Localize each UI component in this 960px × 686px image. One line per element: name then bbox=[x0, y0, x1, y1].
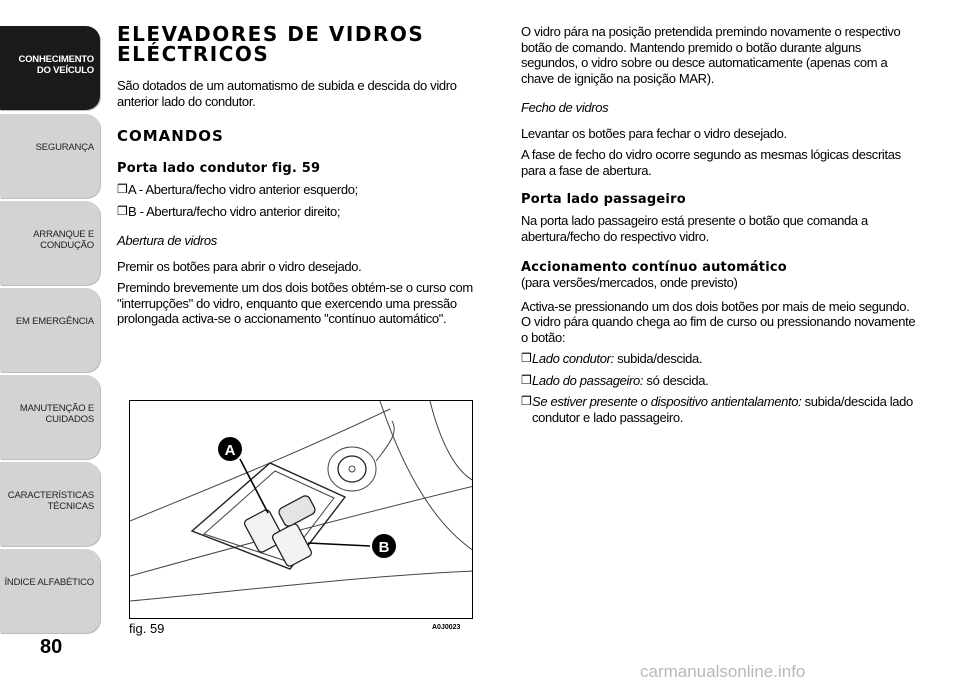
bullet-3-text: subida/descida lado condutor e lado passageiro. bbox=[532, 394, 913, 425]
bullet-box-icon: ❒ bbox=[521, 351, 532, 365]
commands-heading: COMANDOS bbox=[117, 127, 224, 145]
bullet-a-text: A - Abertura/fecho vidro anterior esquerdo; bbox=[128, 182, 358, 197]
figure-window-switches bbox=[129, 400, 473, 619]
stop-paragraph: O vidro pára na posição pretendida premindo novamente o respectivo botão de comando. Mantendo premido o botão durante alguns segundos, o vidro sobre ou desce automaticamente (apenas com a chave de ignição na posição MAR). bbox=[521, 24, 901, 86]
auto-subheading: (para versões/mercados, onde previsto) bbox=[521, 275, 738, 290]
callout-a-label: A bbox=[224, 442, 236, 459]
right-column bbox=[521, 24, 921, 425]
figure-code: A0J0023 bbox=[432, 624, 461, 631]
callout-b-label: B bbox=[378, 539, 390, 556]
passenger-heading: Porta lado passageiro bbox=[521, 192, 686, 207]
tab-arranque-e-conducao[interactable]: ARRANQUE E CONDUÇÃO bbox=[0, 201, 100, 285]
list-item bbox=[521, 351, 921, 367]
bullet-box-icon: ❒ bbox=[521, 372, 532, 387]
bullet-1-text: subida/descida. bbox=[613, 351, 703, 366]
bullet-box-icon: ❒ bbox=[117, 203, 128, 218]
auto-heading: Accionamento contínuo automático bbox=[521, 260, 787, 275]
list-item bbox=[521, 394, 921, 425]
intro-paragraph: São dotados de um automatismo de subida e descida do vidro anterior lado do condutor. bbox=[117, 78, 457, 109]
list-item bbox=[521, 373, 921, 389]
bullet-3-label: Se estiver presente o dispositivo antientalamento: bbox=[532, 394, 802, 409]
tab-em-emergencia[interactable]: EM EMERGÊNCIA bbox=[0, 288, 100, 372]
tab-manutencao-e-cuidados[interactable]: MANUTENÇÃO E CUIDADOS bbox=[0, 375, 100, 459]
bullet-2-label: Lado do passageiro: bbox=[532, 372, 644, 388]
bullet-box-icon: ❒ bbox=[117, 182, 128, 196]
tab-conhecimento-do-veiculo[interactable]: CONHECIMENTO DO VEÍCULO bbox=[0, 26, 100, 110]
closing-text-2: A fase de fecho do vidro ocorre segundo as mesmas lógicas descritas para a fase de abertura. bbox=[521, 147, 901, 178]
opening-heading: Abertura de vidros bbox=[117, 233, 217, 248]
passenger-text: Na porta lado passageiro está presente o botão que comanda a abertura/fecho do respectivo vidro. bbox=[521, 213, 868, 244]
tab-caracteristicas-tecnicas[interactable]: CARACTERÍSTICAS TÉCNICAS bbox=[0, 462, 100, 546]
closing-heading: Fecho de vidros bbox=[521, 100, 609, 115]
section-title: ELEVADORES DE VIDROS ELÉCTRICOS bbox=[117, 22, 425, 66]
figure-caption: fig. 59 bbox=[129, 621, 165, 636]
opening-text-1: Premir os botões para abrir o vidro desejado. bbox=[117, 258, 362, 274]
opening-text-2: Premindo brevemente um dos dois botões obtém-se o curso com "interrupções" do vidro, enquanto que exercendo uma pressão prolongada activa-se o accionamento "contínuo automático". bbox=[117, 280, 473, 326]
bullet-b-text: B - Abertura/fecho vidro anterior direito; bbox=[128, 203, 341, 219]
bullet-2-text: só descida. bbox=[643, 372, 709, 388]
left-column bbox=[117, 24, 477, 327]
window-switch-illustration bbox=[130, 401, 473, 619]
watermark: carmanualsonline.info bbox=[640, 662, 806, 681]
bullet-box-icon: ❒ bbox=[521, 394, 532, 408]
auto-text: Activa-se pressionando um dos dois botões por mais de meio segundo. O vidro pára quando chega ao fim de curso ou pressionando novamente o botão: bbox=[521, 298, 916, 345]
bullet-1-label: Lado condutor: bbox=[532, 351, 614, 366]
list-item bbox=[117, 182, 477, 198]
list-item bbox=[117, 204, 477, 220]
page-number: 80 bbox=[40, 636, 63, 658]
tab-indice-alfabetico[interactable]: ÍNDICE ALFABÉTICO bbox=[0, 549, 100, 633]
driver-door-heading: Porta lado condutor fig. 59 bbox=[117, 161, 321, 176]
closing-text-1: Levantar os botões para fechar o vidro desejado. bbox=[521, 125, 787, 141]
tab-seguranca[interactable]: SEGURANÇA bbox=[0, 114, 100, 198]
